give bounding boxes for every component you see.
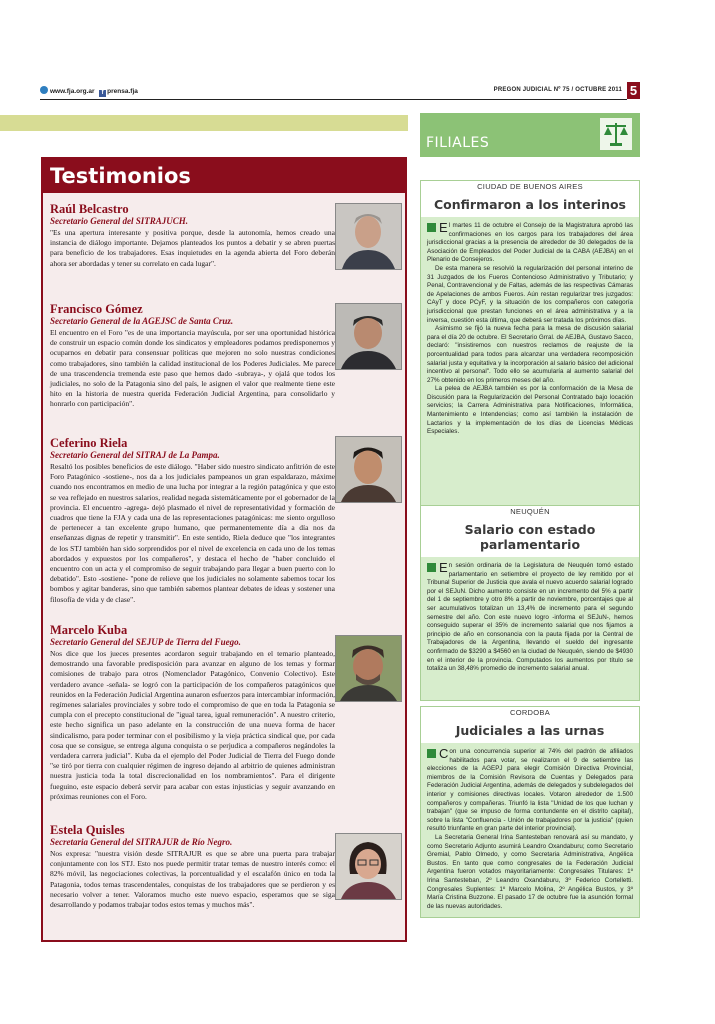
testimonial-role: Secretario General del SEJUP de Tierra del Fuego.: [50, 637, 241, 647]
testimonial-name: Estela Quisles: [50, 823, 125, 837]
portrait-photo: [335, 436, 402, 503]
card-paragraph: La Secretaria General Irina Santesteban renovará así su mandato, y como Secretario Adjunto asumirá Leandro Oxandaburu; como Secretario Gremial, Pablo Olmedo, y como Secretaria Administrativa, Angélica Bustos. En tanto que como congresales de la Federación Judicial Argentina fueron votados mayoritariamente: Congresales Titulares: 1º Irina Santesteban, 2º Leandro Oxandaburu, 3º Federico Cortelletti. Congresales Suplentes: 1º Marcelo Molina, 2º Angélica Bustos, y 3º María Cristina Buzzone. El pasado 17 de octubre fue la asunción formal de las nuevas autoridades.: [427, 833, 633, 910]
card-title: Salario con estado parlamentario: [421, 518, 639, 557]
filiales-header: [420, 113, 640, 157]
filial-card: [420, 505, 640, 701]
testimonial-entry: [50, 437, 335, 605]
testimonial-entry: [50, 824, 335, 910]
testimonial-entry: [50, 624, 335, 802]
testimonial-role: Secretario General de la AGEJSC de Santa Cruz.: [50, 316, 234, 326]
globe-icon: [40, 86, 48, 94]
bullet-square-icon: [427, 749, 436, 758]
testimonial-text: Nos expresa: "nuestra visión desde SITRAJUR es que se abre una puerta para trabajar conjuntamente con los STJ. Esto nos puede permitir tratar temas de nuestro interés como: el 82% móvil, las negociaciones colectivas, la porcentualidad y el escalafón único en toda la Patagonia, todos temas trascendentales, conquistas de los trabajadores que se perdieron y es necesario volver a tener. Valoramos mucho este nuevo espacio, esperamos que se siga desarrollando y podamos trabajar todos estos temas y muchos más".: [50, 849, 335, 910]
card-city: CIUDAD DE BUENOS AIRES: [421, 181, 639, 193]
card-body: [421, 217, 639, 441]
testimonial-text: Nos dice que los jueces presentes acordaron seguir trabajando en el temario planteado, demostrando una favorable predisposición para avanzar en alguno de los temas y formar comisiones de trabajo para otros (Nomenclador Patagónico, Convenio Colectivo). Este verdadero avance -señala- se logró con la participación de los compañeros patagónicos que reunidos en la Federación Judicial Argentina aunaron esfuerzos para intercambiar información, regímenes salariales provinciales y sobre todo el compromiso de que en toda la Patagonia se cumpla con el precepto constitucional de "igual tarea, igual remuneración". A nuestro criterio, este hecho significa un paso adelante en la construcción de una nueva forma de hacer sindicalismo, para poder terminar con el posibilismo y la vieja práctica sindical que, por cada cosa que se consigue, se entrega alguna conquista o se perjudica a compañeros negándoles la verdadera carrera judicial". Kuba da el ejemplo del Poder Judicial de Tierra del Fuego donde "se tiró por tierra con cualquier régimen de ingreso dejando al arbitrio de quienes administran nuestra justicia toda la total discrecionalidad en los nombramientos". Para el dirigente fueguino, este espacio deberá servir para acabar con estas injusticias y seguir avanzando en próximas reuniones con el Foro.: [50, 649, 335, 801]
testimonial-name: Ceferino Riela: [50, 436, 128, 450]
page-header: [40, 82, 640, 100]
testimonial-text: Resaltó los posibles beneficios de este diálogo. "Haber sido nuestro sindicato anfitrión de este Foro Patagónico -sostiene-, nos da a los judiciales pampeanos un gran espaldarazo, máxime cuando nos encontramos en medio de una lucha por integrar a la región patagónica y que esto se vea reflejado en nuestros salarios, realidad negada sistemáticamente por el gobernador de la provincia. El encuentro -agrega- dejó plasmado el nivel de representatividad y formación de cuadros que tiene la FJA y cada una de las representaciones patagónicas: me siento orgulloso de pertenecer a tan excelente grupo humano, que permanentemente día a día nos da enseñanzas dignas de repetir y transmitir". En este sentido, Riela deduce que "los integrantes de los STJ también han sido sorprendidos por el nivel de excelencia en cada uno de los temas abordados y expuestos por los compañeros", y destaca el hecho de "haber concluido el encuentro con un acta y el compromiso de seguir trabajando para llegar a buen puerto con lo debatido". Esto -sostiene- "pone de relieve que los judiciales no solamente sabemos tocar los bombos y agitar banderas, sino que también sabemos plantear debates de ideas y sostener una filosofía de vida y de clase".: [50, 462, 335, 604]
testimonial-name: Marcelo Kuba: [50, 623, 128, 637]
page-number: 5: [627, 82, 640, 99]
drop-cap: E: [439, 220, 448, 235]
website-line: [40, 86, 138, 97]
card-paragraph: La pelea de AEJBA también es por la conformación de la Mesa de Discusión para la Regularización del Personal Contratado bajo locación servicios; la Carrera Administrativa para Notificaciones, Informática, Mantenimiento e Intendencias; como así también la instalación de Lactarios y la implementación de los días de Licencias Médicas Especiales.: [427, 385, 633, 436]
filial-card: [420, 180, 640, 506]
card-paragraph: n sesión ordinaria de la Legislatura de Neuquén tomó estado parlamentario en setiembre el proyecto de ley remitido por el Tribunal Superior de Justicia que avala el nuevo acuerdo salarial logrado por el SEJuN. Dicho aumento consiste en un incremento del 5% a partir del 1 de septiembre y otro 8% a partir de noviembre, porcentajes que al ser acumulativos totalizan un 13,4% de incremento para el segundo semestre del año. Con este nuevo logro -informa el SEJuN-, hemos conseguido superar el 35% de incremento salarial que nos fijamos a principio de año en consonancia con la pauta fijada por la Central de Trabajadores de la Argentina, llevando el sueldo del ingresante confirmado de $3290 a $4560 en la ciudad de Neuquén, siendo de $4930 en el interior de la provincia. Computados los aumentos por título se totaliza un 38,48% promedio de incremento salarial anual.: [427, 562, 633, 673]
card-title: Confirmaron a los interinos: [421, 193, 639, 217]
testimonial-name: Raúl Belcastro: [50, 202, 129, 216]
testimonial-role: Secretario General del SITRAJ de La Pampa.: [50, 450, 220, 460]
facebook-icon: f: [99, 90, 106, 97]
testimonial-entry: [50, 203, 335, 269]
card-paragraph: on una concurrencia superior al 74% del padrón de afiliados habilitados para votar, se realizaron el 9 de setiembre las elecciones de la AGEPJ para elegir Comisión Directiva Provincial, miembros de la Comisión Revisora de Cuentas y Delegados para Federación Judicial Argentina, además de delegados y subdelegados del interior y comisiones directivas locales. Votaron alrededor de 1.500 compañeros y compañeras. Triunfó la lista "Unidad de los que luchan y trabajan" (que se impuso de forma contundente en el distrito capital), sobre la lista "Confluencia - Unión de trabajadores por la justicia" (quien resultó triunfante en gran parte del interior provincial).: [427, 748, 633, 833]
card-city: CORDOBA: [421, 707, 639, 719]
testimonios-title: Testimonios: [43, 159, 405, 193]
decorative-bar: [0, 115, 408, 131]
testimonial-text: El encuentro en el Foro "es de una importancia mayúscula, por ser una oportunidad histórica de construir un espacio común donde los sindicatos y empleadores podamos predisponernos y ocuparnos en debatir para consensuar políticas que mejoren no solo nuestras condiciones como trabajadores, sino también la calidad institucional de los Poderes Judiciales. Me parece de una trascendencia tremenda este paso que hemos dado -subraya-, y ojalá que todos los judiciales, no solo de la Patagonia sino del país, le asignen el valor que realmente tiene este hito en la historia de nuestra querida Federación Judicial Argentina, para consolidarlo y honrarlo con participación".: [50, 328, 335, 409]
drop-cap: C: [439, 746, 449, 761]
publication-title: PREGON JUDICIAL Nº 75 / OCTUBRE 2011: [493, 87, 622, 93]
portrait-photo: [335, 635, 402, 702]
testimonios-box: [41, 157, 407, 942]
card-title: Judiciales a las urnas: [421, 719, 639, 743]
card-paragraph: l martes 11 de octubre el Consejo de la Magistratura aprobó las confirmaciones en los cargos para los trabajadores del área jurisdiccional gracias a la presencia de alrededor de 30 delegados de la Asociación de Empleados del Poder Judicial de la CABA (AEJBA) en el Plenario de Consejeros.: [427, 222, 633, 264]
testimonial-entry: [50, 303, 335, 410]
card-city: NEUQUÉN: [421, 506, 639, 518]
testimonial-role: Secretario General del SITRAJUCH.: [50, 216, 189, 226]
portrait-photo: [335, 303, 402, 370]
card-body: [421, 557, 639, 678]
card-body: [421, 743, 639, 915]
header-rule: [40, 99, 627, 100]
bullet-square-icon: [427, 563, 436, 572]
card-paragraph: Asimismo se fijó la nueva fecha para la mesa de discusión salarial para el día 20 de octubre. El Secretario Grral. de AEJBA, Gustavo Sacco, declaró: "insistiremos con nuestros reclamos de reajuste de la porcentualidad para todos para alcanzar una verdadera recomposición salarial justa y equitativa y la incorporación al salario básico del adicional incentivo al personal". Todo ello se acumularía al aumento salarial del 27% obtenido en los primeros meses del año.: [427, 325, 633, 384]
filial-card: [420, 706, 640, 918]
testimonial-text: "Es una apertura interesante y positiva porque, desde la autonomía, hemos creado una instancia de diálogo importante. Dejamos planteados los puntos a debatir y se abren puertas para beneficio de los trabajadores. Esas inquietudes en la agenda abierta del Foro deberán ahora ser abordadas y tener su correlato en cada lugar".: [50, 228, 335, 268]
filiales-title: FILIALES: [426, 135, 490, 151]
website-link[interactable]: www.fja.org.ar: [50, 88, 95, 95]
testimonial-role: Secretaria General del SITRAJUR de Río Negro.: [50, 837, 233, 847]
card-paragraph: De esta manera se resolvió la regularización del personal interino de 31 Juzgados de los Fueros Contencioso Administrativo y Tributario; y Penal, Contravencional y de Faltas, además de las respectivas Cámaras de Apelaciones de ambos Fueros. Aún restan regularizar tres juzgados: CAyT y doce PCyF, y la situación de los compañeros con categoría jurisdiccional que prestan funciones en el área administrativa y a la inversa, cuestión esta última, que deberá ser tratada los próximos días.: [427, 264, 633, 324]
portrait-photo: [335, 833, 402, 900]
justice-scale-icon: [596, 115, 636, 153]
drop-cap: E: [439, 560, 448, 575]
social-link[interactable]: prensa.fja: [107, 88, 138, 95]
testimonial-name: Francisco Gómez: [50, 302, 143, 316]
bullet-square-icon: [427, 223, 436, 232]
portrait-photo: [335, 203, 402, 270]
